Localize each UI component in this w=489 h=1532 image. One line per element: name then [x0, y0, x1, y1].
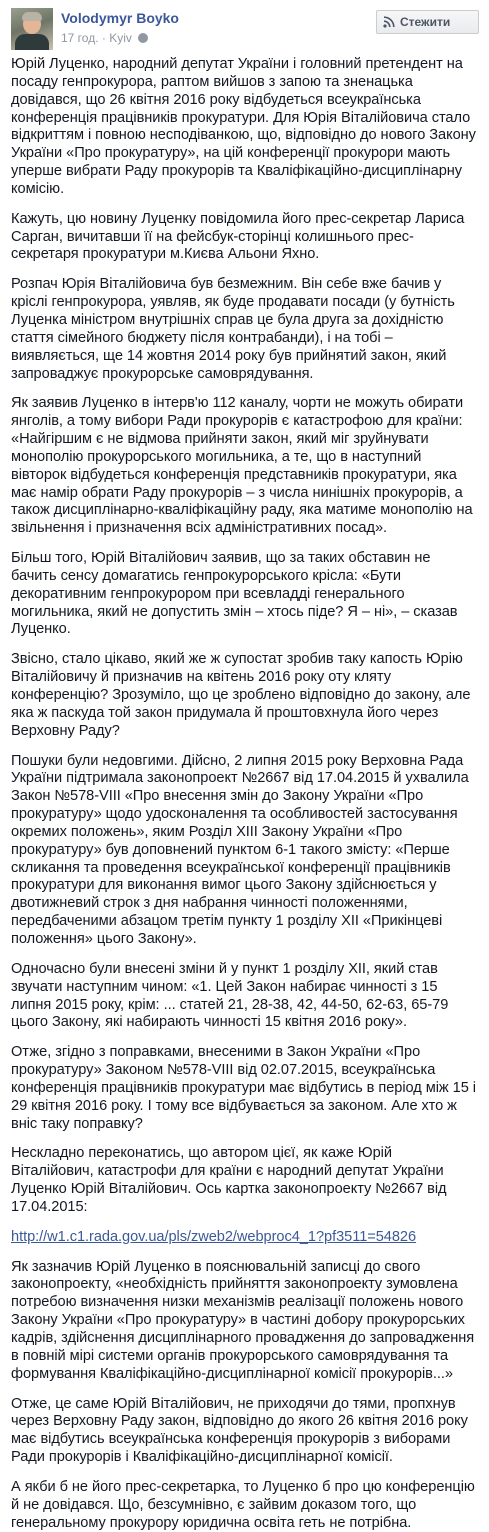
post-paragraph: Одночасно були внесені зміни й у пункт 1 розділу XII, який став звучати наступним чином: «1. Цей Закон набирає чинності з 15 липня 2015 року, крім: ... статей 21, 28-38, 42, 44-50, 62-63, 65-79 цього Закону, які набирають чинності 15 квітня 2016 року». — [11, 960, 449, 1031]
post-paragraph: Пошуки були недовгими. Дійсно, 2 липня 2015 року Верховна Рада України підтримала законопроект №2667 від 17.04.2015 й ухвалила Закон №578-VIII «Про внесення змін до Закону України «Про прокуратуру» щодо удосконалення та особливостей застосування окремих положень», яким Розділ XIII Закону України «Про прокуратуру» був доповнений пунктом 6-1 такого змісту: «Перше скликання та проведення всеукраїнської конференції працівників прокуратури для виконання вимог цього Закону здійснюється у двотижневий строк з дня набрання чинності положеннями, передбаченими абзацом третім пункту 1 розділу XII «Прикінцеві положення» цього Закону». — [11, 752, 469, 947]
globe-icon[interactable] — [138, 33, 148, 43]
author-name[interactable]: Volodymyr Boyko — [61, 10, 179, 26]
bill-card-link[interactable]: http://w1.c1.rada.gov.ua/pls/zweb2/webproc4_1?pf3511=54826 — [11, 1228, 417, 1245]
post-location[interactable]: Kyiv — [109, 31, 132, 45]
post-paragraph: Як заявив Луценко в інтерв'ю 112 каналу, чорти не можуть обирати янголів, а тому вибори Ради прокурорів є катастрофою для країни: «Найгіршим є не відмова прийняти закон, який міг зруйнувати монополію прокурорського могильника, а те, що в наступний вівторок відбудеться конференція представників прокуратури, яка має намір обрати Раду прокурорів – з числа нинішніх прокурорів, а також дисциплінарно-кваліфікаційну раду, яка матиме монополію на звільнення і призначення всіх адміністративних посад». — [11, 395, 473, 537]
post-paragraph: Як зазначив Юрій Луценко в пояснювальній записці до свого законопроекту, «необхідність прийняття законопроекту зумовлена потребою визначення низки механізмів реалізації положень нового Закону України «Про прокуратуру» в частині добору прокурорських кадрів, здійснення дисциплінарного провадження до запровадження в повній мірі системи органів прокурорського самоврядування та формування Кваліфікаційно-дисциплінарної комісії прокурорів...» — [11, 1258, 475, 1382]
link-paragraph — [11, 1229, 478, 1247]
post-time[interactable]: 17 год. — [61, 31, 99, 45]
post-paragraph: Більш того, Юрій Віталійович заявив, що за таких обставин не бачить сенсу домагатись генпрокурорського крісла: «Бути декоративним генпрокурором при всевладді генерального могильника, який не допустить змін – хтось піде? Я – ні», – сказав Луценко. — [11, 550, 458, 638]
post-paragraph: Нескладно переконатись, що автором цієї, як каже Юрій Віталійович, катастрофи для країни є народний депутат України Луценко Юрій Віталійович. Ось картка законопроекту №2667 від 17.04.2015: — [11, 1145, 447, 1215]
follow-button-label: Стежити — [400, 15, 451, 29]
post-paragraph: Розпач Юрія Віталійовича був безмежним. Він себе вже бачив у кріслі генпрокурора, уявляв, як буде продавати посади (у бутність Луценка міністром внутрішніх справ це була друга за дохідністю стаття сімейного бюджету після контрабанди), і на тобі – виявляється, ще 14 жовтня 2014 року був прийнятий закон, який запроваджує прокурорське самоврядування. — [11, 276, 455, 382]
post-body — [0, 54, 489, 1532]
follow-button[interactable] — [376, 10, 479, 34]
post-meta — [61, 31, 148, 45]
author-avatar[interactable] — [11, 8, 53, 50]
meta-separator: · — [98, 31, 110, 45]
post-paragraph: Отже, це саме Юрій Віталійович, не приходячи до тями, пропхнув через Верховну Раду закон, відповідно до якого 26 квітня 2016 року має відбутись всеукраїнська конференція прокурорів з виборами Ради прокурорів і Кваліфікаційно-дисциплінарної комісії. — [11, 1395, 468, 1466]
post-paragraph: Юрій Луценко, народний депутат України і головний претендент на посаду генпрокурора, раптом вийшов з запою та зненацька довідався, що 26 квітня 2016 року відбудеться всеукраїнська конференція працівників прокуратури. Для Юрія Віталійовича стало відкриттям і повною несподіванкою, що, відповідно до нового Закону України «Про прокуратуру», на цій конференції прокурори мають уперше вибрати Раду прокурорів та Кваліфікаційно-дисциплінарну комісію. — [11, 56, 476, 197]
post-paragraph: Отже, згідно з поправками, внесеними в Закон України «Про прокуратуру» Законом №578-VIII від 02.07.2015, всеукраїнська конференція працівників прокуратури має відбутись в період між 15 і 29 квітня 2016 року. І тому все відбувається за законом. Але хто ж вніс таку поправку? — [11, 1044, 476, 1132]
post-paragraph: А якби б не його прес-секретарка, то Луценко б про цю конференцію й не довідався. Що, безсумнівно, є зайвим доказом того, що генеральному прокурору юридична освіта геть не потрібна. — [11, 1478, 475, 1531]
post-paragraph: Кажуть, цю новину Луценку повідомила його прес-секретар Лариса Сарган, вичитавши її на фейсбук-сторінці колишнього прес-секретаря прокуратури м.Києва Альони Яхно. — [11, 210, 465, 263]
post-header — [0, 0, 489, 54]
rss-icon — [383, 16, 395, 28]
post-paragraph: Звісно, стало цікаво, який же ж супостат зробив таку капость Юрію Віталійовичу й призначив на квітень 2016 року оту кляту конференцію? Зрозуміло, що це зроблено відповідно до закону, але яка ж паскуда той закон придумала й проштовхнула його через Верховну Раду? — [11, 651, 471, 739]
